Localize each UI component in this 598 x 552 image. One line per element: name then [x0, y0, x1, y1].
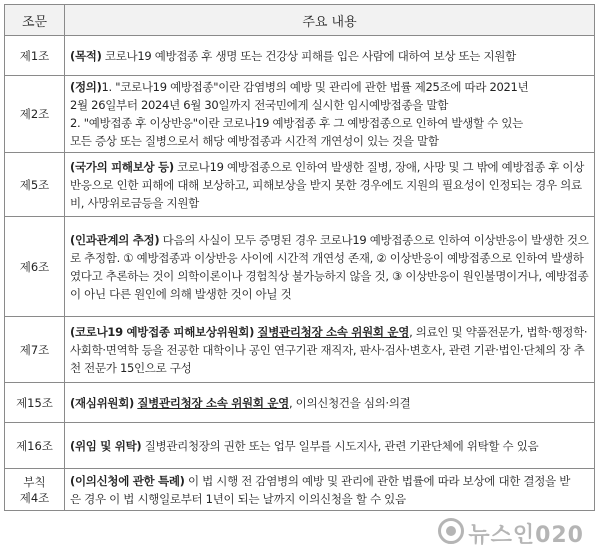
table-row [5, 76, 595, 153]
article-content [65, 423, 595, 469]
article-text-line: 모든 증상 또는 질병으로서 해당 예방접종과 시간적 개연성이 있는 것을 말함 [70, 134, 439, 148]
article-heading: (재심위원회) [70, 395, 134, 410]
article-number: 제6조 [5, 217, 65, 317]
article-content [65, 36, 595, 76]
article-number: 제2조 [5, 76, 65, 153]
article-number-line: 제4조 [19, 490, 50, 505]
article-heading: (인과관계의 추정) [70, 232, 160, 247]
article-content [65, 76, 595, 153]
table-row [5, 383, 595, 423]
article-text: 코로나19 예방접종 후 생명 또는 건강상 피해를 입은 사람에 대하여 보상 또는 지원함 [101, 48, 516, 63]
article-text-line: 은 경우 이 법 시행일로부터 1년이 되는 날까지 이의신청을 할 수 있음 [70, 491, 406, 506]
article-text-line: 이 법 시행 전 감염병의 예방 및 관리에 관한 법률에 따라 보상에 대한 결정을 받 [184, 473, 571, 488]
article-content [65, 383, 595, 423]
header-article: 조문 [5, 5, 65, 36]
article-text: , 이의신청건을 심의·의결 [288, 395, 411, 410]
article-heading: (목적) [70, 48, 102, 63]
article-text: , 의료인 및 약품전문가, 법학·행정학·사회학·면역학 등을 전공한 대학이나 공인 연구기관 재직자, 판사·검사·변호사, 관련 기관·법인·단체의 장 추천 전문가 15인으로 구성 [70, 324, 588, 375]
article-content [65, 469, 595, 511]
article-content [65, 153, 595, 217]
newsin020-watermark-logo [438, 518, 584, 549]
table-row [5, 36, 595, 76]
table-header-row [5, 5, 595, 36]
table-row [5, 423, 595, 469]
watermark-text: 뉴스인020 [468, 523, 584, 548]
article-text: 코로나19 예방접종으로 인하여 발생한 질병, 장애, 사망 및 그 밖에 예방접종 후 이상반응으로 인한 피해에 대해 보상하고, 피해보상을 받지 못한 경우에도 지원의 필요성이 인정되는 경우 의료비, 사망위로금등을 지원함 [70, 159, 585, 210]
article-number: 제16조 [5, 423, 65, 469]
table-row [5, 469, 595, 511]
article-underlined-text: 질병관리청장 소속 위원회 운영 [257, 324, 410, 339]
table-row [5, 217, 595, 317]
article-heading: (코로나19 예방접종 피해보상위원회) [70, 324, 255, 339]
table-row [5, 153, 595, 217]
article-underlined-text: 질병관리청장 소속 위원회 운영 [137, 395, 289, 410]
article-text-line: 2. "예방접종 후 이상반응"이란 코로나19 예방접종 후 그 예방접종으로 인하여 발생할 수 있는 [70, 116, 523, 130]
table-row [5, 317, 595, 383]
article-number-line: 부칙 [23, 474, 46, 489]
article-text: 질병관리청장의 권한 또는 업무 일부를 시도지사, 관련 기관단체에 위탁할 수 있음 [141, 438, 539, 453]
article-text-line: 2월 26일부터 2024년 6월 30일까지 전국민에게 실시한 임시예방접종을 말함 [70, 98, 449, 112]
article-number [5, 469, 65, 511]
watermark-logo-icon [438, 518, 464, 544]
article-heading: (이의신청에 관한 특례) [70, 473, 185, 488]
law-summary-table [4, 4, 595, 511]
article-content [65, 217, 595, 317]
article-text: 다음의 사실이 모두 증명된 경우 코로나19 예방접종으로 인하여 이상반응이 발생한 것으로 추정함. ① 예방접종과 이상반응 사이에 시간적 개연성 존재, ② 이상반응이 예방접종으로 인하여 발생하였다고 추론하는 것이 의학이론이나 경험칙상 불가능하지 않을 것, ③ 이상반응이 원인불명이거나, 예방접종이 아닌 다른 원인에 의해 발생한 것이 아닐 것 [70, 232, 589, 301]
article-number: 제1조 [5, 36, 65, 76]
article-text-line: 1. "코로나19 예방접종"이란 감염병의 예방 및 관리에 관한 법률 제25조에 따라 2021년 [101, 80, 529, 94]
article-heading: (국가의 피해보상 등) [70, 159, 174, 174]
article-number: 제15조 [5, 383, 65, 423]
article-heading: (위임 및 위탁) [70, 438, 142, 453]
header-content: 주요 내용 [65, 5, 595, 36]
article-number: 제5조 [5, 153, 65, 217]
article-content [65, 317, 595, 383]
article-number: 제7조 [5, 317, 65, 383]
article-heading: (정의) [70, 80, 102, 94]
